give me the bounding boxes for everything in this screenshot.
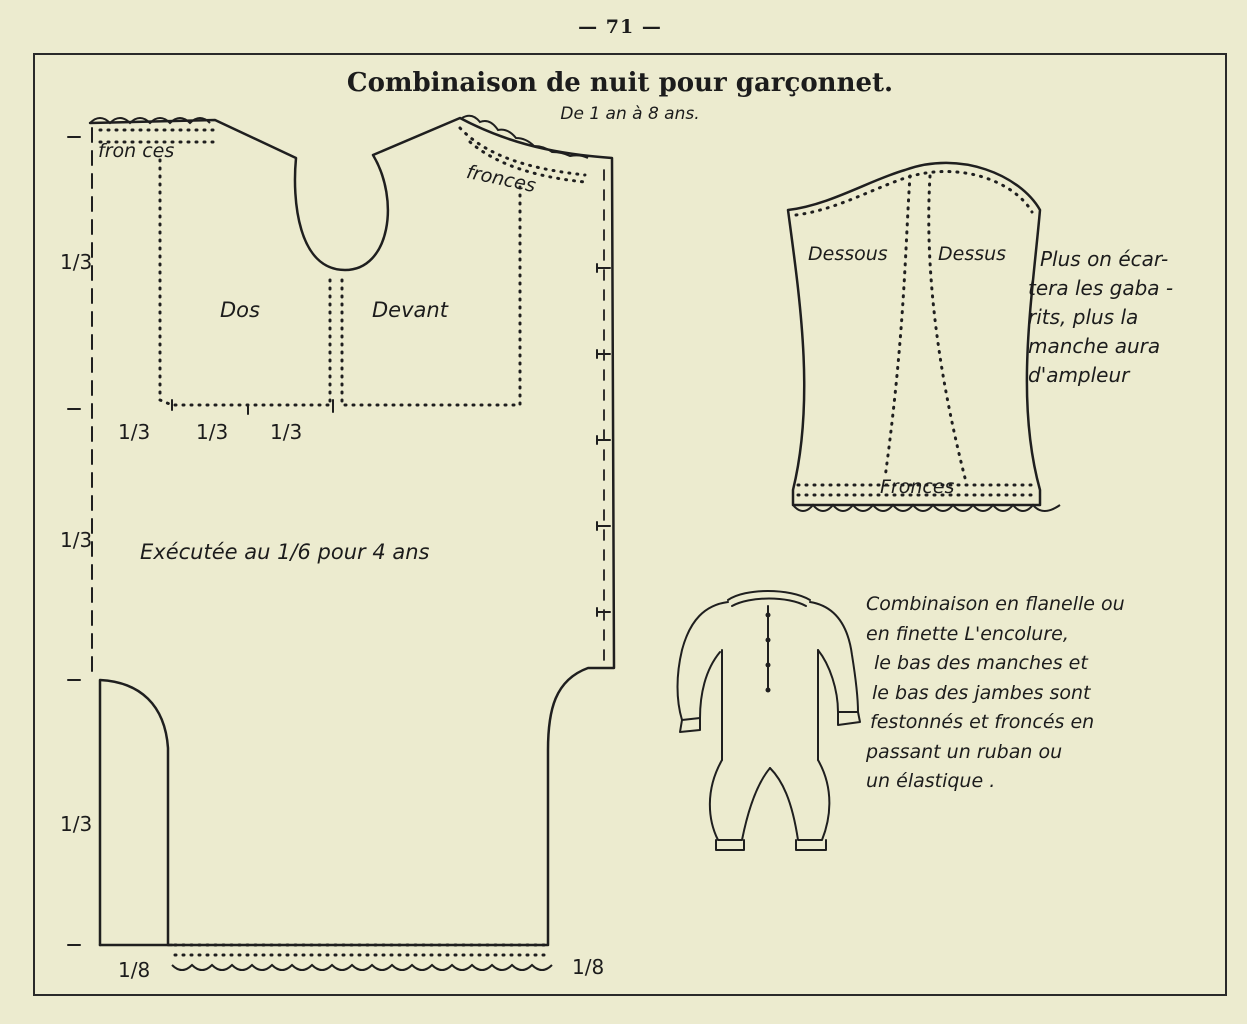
fraction-bottom-right: 1/8 [572, 955, 605, 979]
description-line: le bas des jambes sont [872, 681, 1091, 704]
label-scale: Exécutée au 1/6 pour 4 ans [140, 540, 430, 564]
label-dessus: Dessus [938, 243, 1007, 265]
description-line: en finette L'encolure, [866, 622, 1069, 645]
fraction-row-c: 1/3 [270, 420, 303, 444]
description-line: festonnés et froncés en [870, 711, 1095, 733]
fraction-left-middle: 1/3 [60, 528, 93, 552]
label-dos: Dos [220, 298, 260, 322]
sleeve-pattern-outline [788, 163, 1040, 505]
label-dessous: Dessous [808, 243, 888, 265]
label-devant: Devant [372, 298, 448, 322]
body-pattern-outline [90, 118, 614, 945]
description-line: un élastique . [866, 770, 996, 792]
description-line: Combinaison en flanelle ou [866, 593, 1125, 615]
sleeve-note-line: Plus on écar- [1040, 247, 1169, 271]
description-line: le bas des manches et [874, 652, 1088, 674]
label-fronces-right: fronces [464, 160, 538, 198]
scallop-hem [172, 965, 552, 970]
romper-illustration [678, 591, 861, 850]
fraction-row-a: 1/3 [118, 420, 151, 444]
page-title: Combinaison de nuit pour garçonnet. [346, 68, 894, 98]
fraction-bottom-left: 1/8 [118, 958, 151, 982]
sleeve-note [1028, 245, 1174, 390]
scallop-neck-right [462, 116, 588, 158]
sleeve-note-line: tera les gaba - [1028, 276, 1174, 300]
fraction-left-lower: 1/3 [60, 812, 93, 836]
label-fronces-left: fron ces [98, 140, 175, 162]
sleeve-note-line: manche aura [1028, 334, 1161, 358]
label-fronces-sleeve: Fronces [880, 476, 955, 498]
page-subtitle: De 1 an à 8 ans. [560, 104, 700, 124]
description [866, 590, 1125, 797]
fraction-row-b: 1/3 [196, 420, 229, 444]
sleeve-note-line: rits, plus la [1028, 305, 1139, 329]
page-number: — 71 — [578, 16, 662, 38]
sleeve-note-line: d'ampleur [1028, 363, 1130, 387]
fraction-left-upper: 1/3 [60, 250, 93, 274]
description-line: passant un ruban ou [866, 740, 1063, 763]
